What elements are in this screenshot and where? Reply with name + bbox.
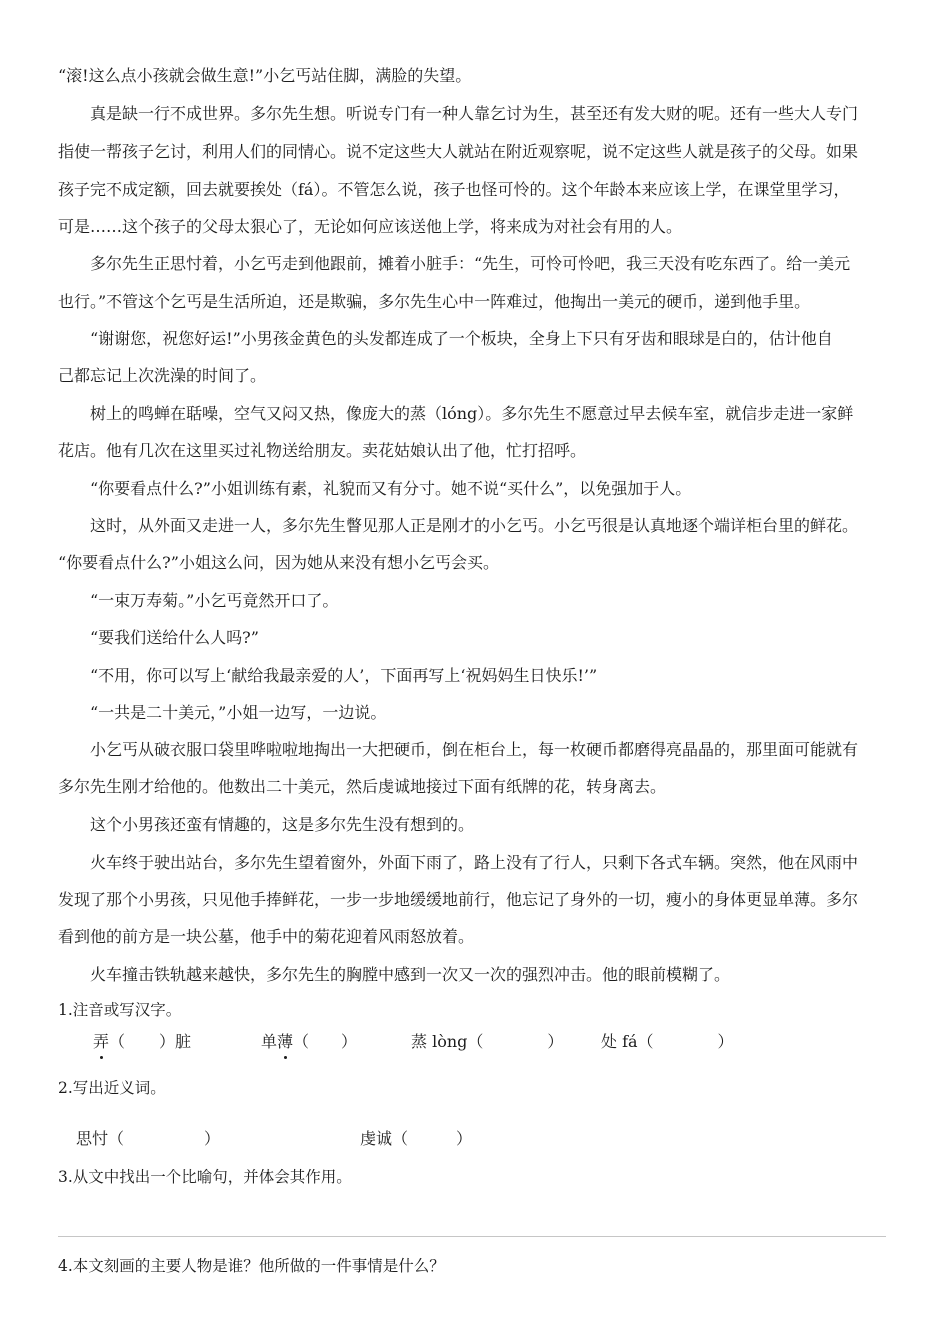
text-line: “不用，你可以写上‘献给我最亲爱的人’，下面再写上‘祝妈妈生日快乐!’” [90,666,598,685]
question-3: 3.从文中找出一个比喻句，并体会其作用。 [58,1168,352,1186]
text-line: 孩子完不成定额，回去就要挨处（fá）。不管怎么说，孩子也怪可怜的。这个年龄本来应该上学，在课堂里学习， [58,180,850,199]
question-1: 1.注音或写汉字。 [58,1001,182,1019]
text-line: “一共是二十美元，”小姐一边写，一边说。 [90,703,387,722]
fill-item-sicun[interactable]: 思忖（ ） [76,1129,221,1148]
text-line: 己都忘记上次洗澡的时间了。 [58,366,267,385]
text-line: “你要看点什么?”小姐训练有素，礼貌而又有分寸。她不说“买什么”，以免强加于人。 [90,479,692,498]
fill-item-nong: 弄（ ）脏 [93,1032,192,1051]
text-line: 火车撞击铁轨越来越快，多尔先生的胸膛中感到一次又一次的强烈冲击。他的眼前模糊了。 [90,965,731,984]
text-line: 这时，从外面又走进一人，多尔先生瞥见那人正是刚才的小乞丐。小乞丐很是认真地逐个端详柜台里的鲜花。 [90,516,859,535]
text-line: “一束万寿菊。”小乞丐竟然开口了。 [90,591,339,610]
text-line: 这个小男孩还蛮有情趣的，这是多尔先生没有想到的。 [90,815,475,834]
text-line: “滚!这么点小孩就会做生意!”小乞丐站住脚，满脸的失望。 [58,66,472,85]
text-line: 可是……这个孩子的父母太狠心了，无论如何应该送他上学，将来成为对社会有用的人。 [58,217,683,236]
text-line: “你要看点什么?”小姐这么问，因为她从来没有想小乞丐会买。 [58,553,499,572]
emphasis-dot-char: 薄 [277,1032,294,1051]
emphasis-dot-char: 弄 [93,1032,110,1051]
text-line: “要我们送给什么人吗?” [90,628,259,647]
text-line: 真是缺一行不成世界。多尔先生想。听说专门有一种人靠乞讨为生，甚至还有发大财的呢。还有一些大人专门 [90,104,859,123]
fill-item-qiancheng[interactable]: 虔诚（ ） [360,1129,473,1148]
text-line: 火车终于驶出站台，多尔先生望着窗外，外面下雨了，路上没有了行人，只剩下各式车辆。突然，他在风雨中 [90,853,859,872]
fill-item-long[interactable]: 蒸 lòng（ ） [411,1032,564,1051]
fill-item-fa[interactable]: 处 fá（ ） [601,1032,734,1051]
text-line: 也行。”不管这个乞丐是生活所迫，还是欺骗，多尔先生心中一阵难过，他掏出一美元的硬币，递到他手里。 [58,292,811,311]
text-line: “谢谢您，祝您好运!”小男孩金黄色的头发都连成了一个板块，全身上下只有牙齿和眼球是白的，估计他自 [90,329,833,348]
answer-line[interactable] [58,1236,886,1237]
text-line: 发现了那个小男孩，只见他手捧鲜花，一步一步地缓缓地前行，他忘记了身外的一切，瘦小的身体更显单薄。多尔 [58,890,859,909]
answer-blank[interactable]: （ ） [293,1032,358,1051]
question-4: 4.本文刻画的主要人物是谁？他所做的一件事情是什么？ [58,1257,445,1275]
text-line: 看到他的前方是一块公墓，他手中的菊花迎着风雨怒放着。 [58,927,475,946]
text-line: 指使一帮孩子乞讨，利用人们的同情心。说不定这些大人就站在附近观察呢，说不定这些人就是孩子的父母。如果 [58,142,859,161]
question-2: 2.写出近义词。 [58,1079,166,1097]
text-line: 树上的鸣蝉在聒噪，空气又闷又热，像庞大的蒸（lóng）。多尔先生不愿意过早去候车室，就信步走进一家鲜 [90,404,854,423]
fill-item-bo: 单薄（ ） [261,1032,358,1051]
text-line: 花店。他有几次在这里买过礼物送给朋友。卖花姑娘认出了他，忙打招呼。 [58,441,587,460]
text-line: 小乞丐从破衣服口袋里哗啦啦地掏出一大把硬币，倒在柜台上，每一枚硬币都磨得亮晶晶的，那里面可能就有 [90,740,859,759]
text-line: 多尔先生刚才给他的。他数出二十美元，然后虔诚地接过下面有纸牌的花，转身离去。 [58,777,667,796]
text-line: 多尔先生正思忖着，小乞丐走到他跟前，摊着小脏手：“先生，可怜可怜吧，我三天没有吃东西了。给一美元 [90,254,851,273]
